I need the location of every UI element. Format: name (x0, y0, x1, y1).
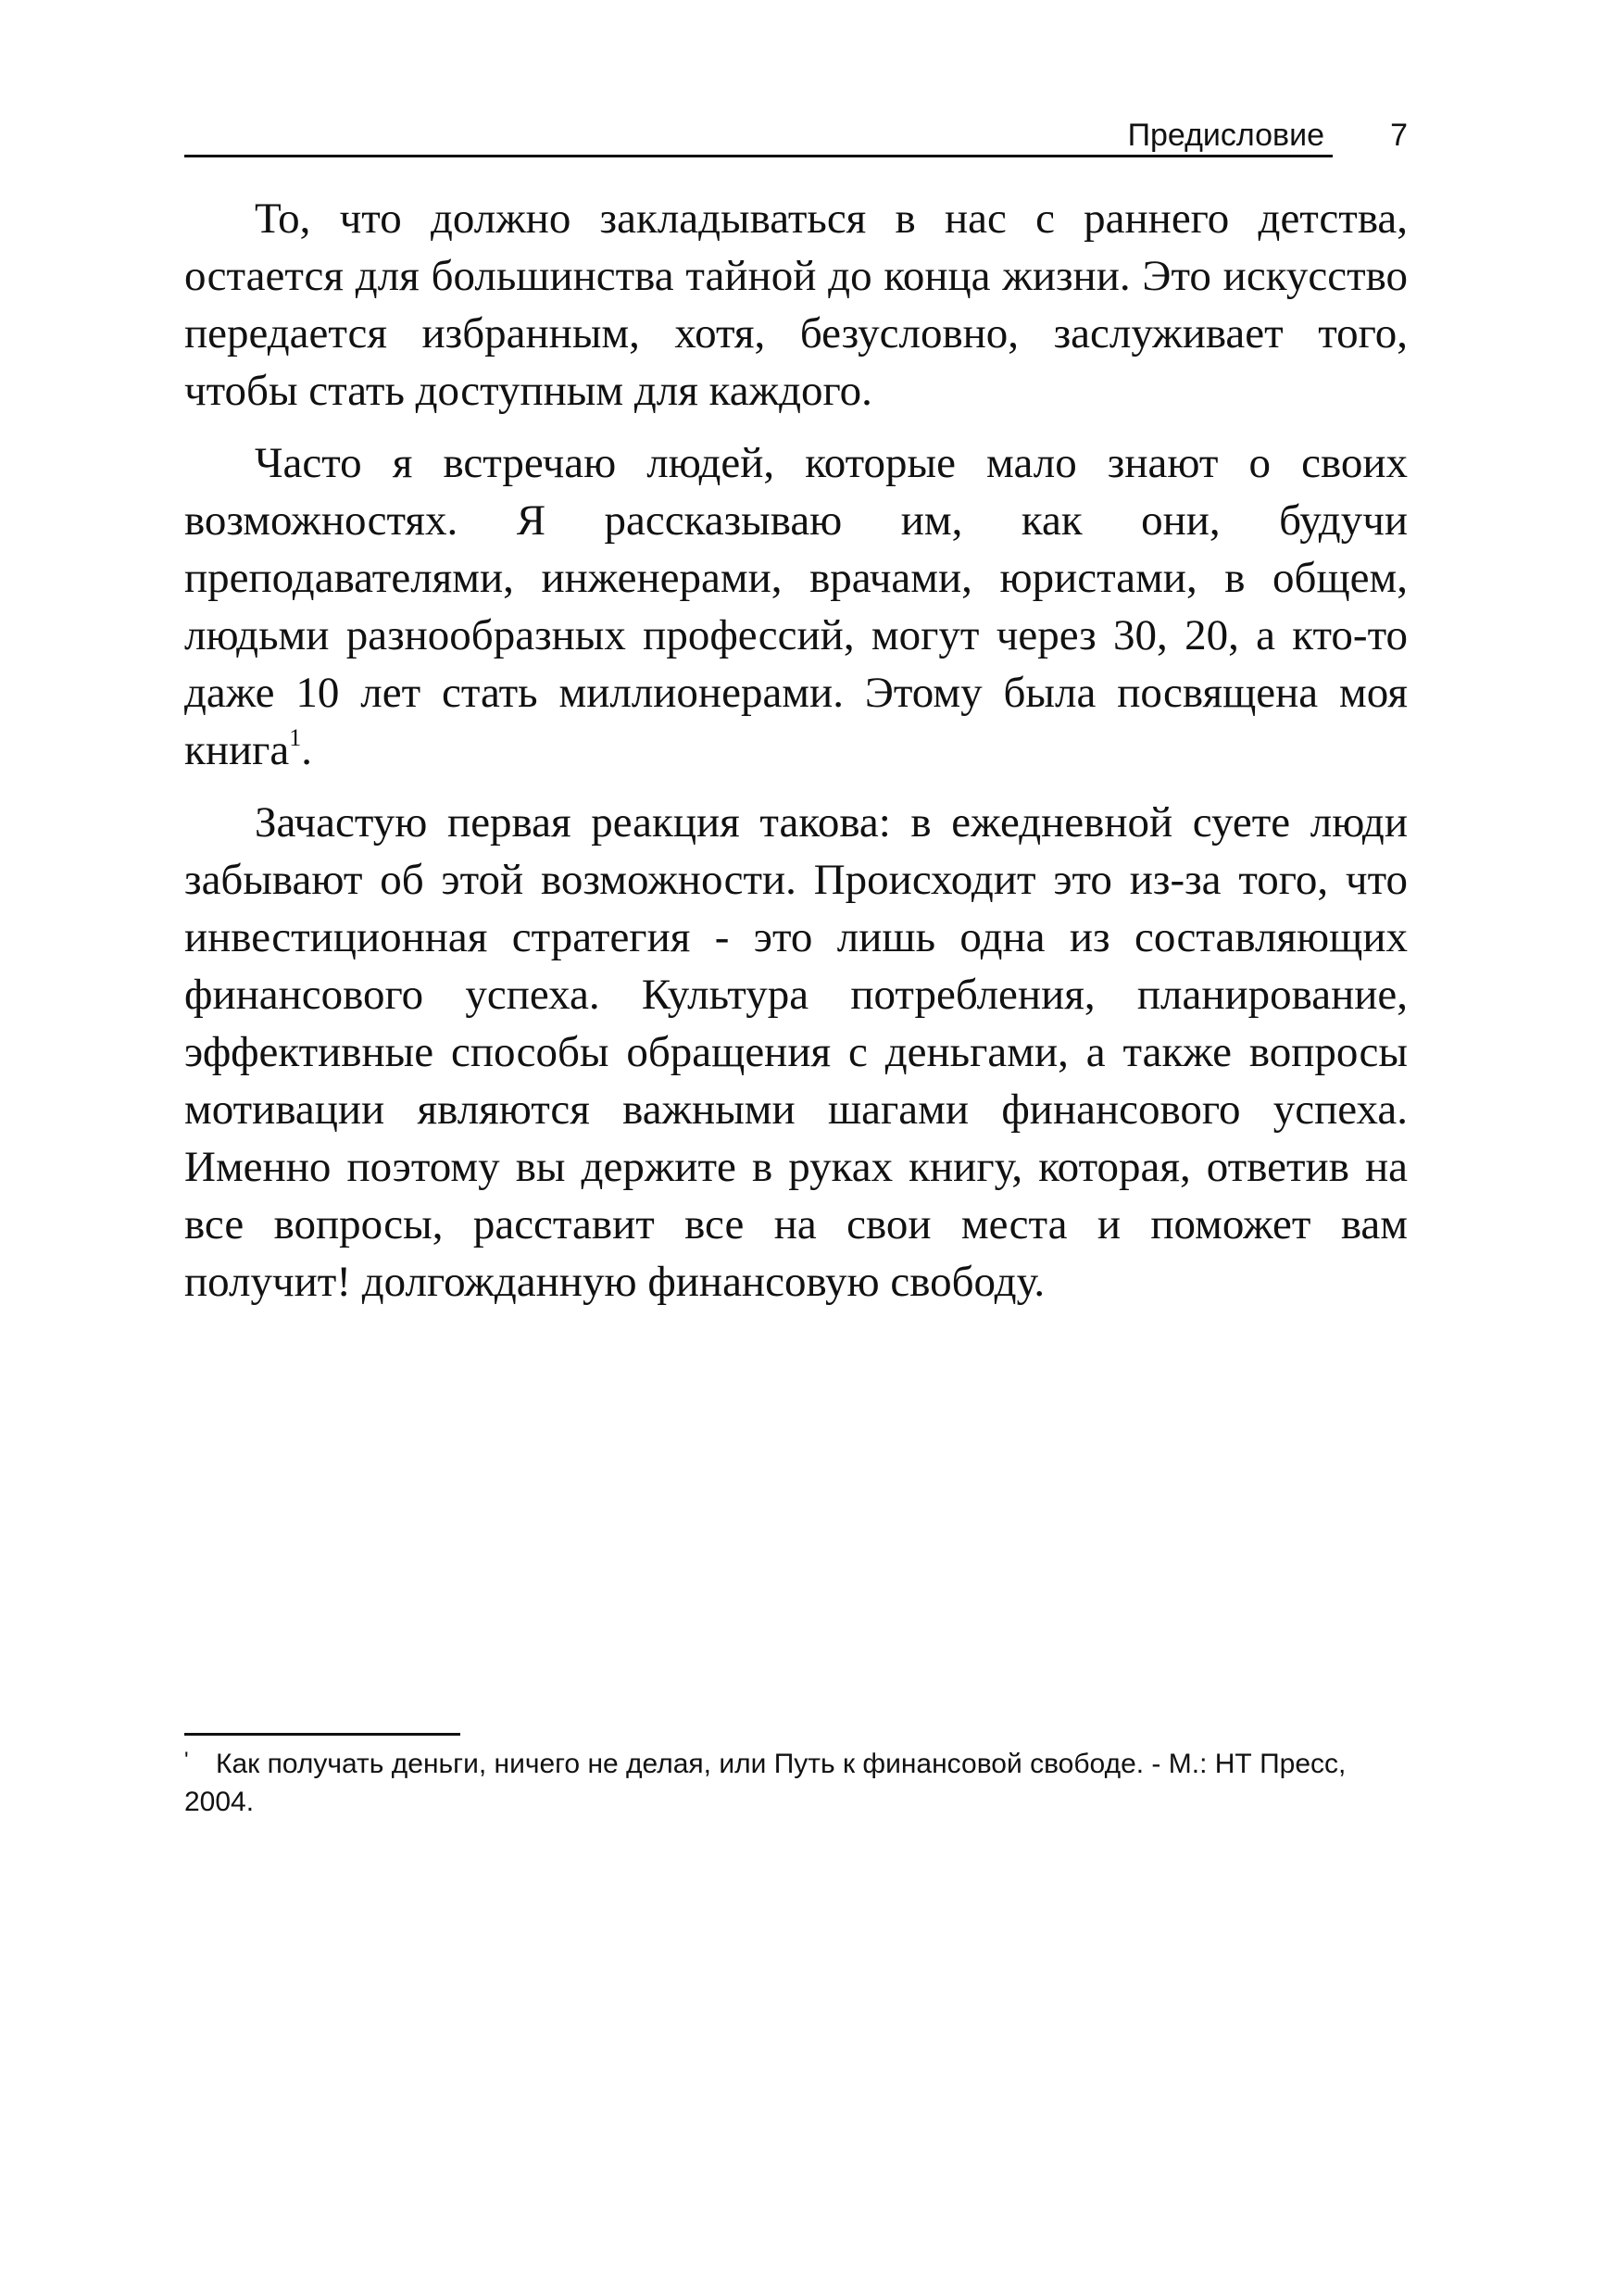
paragraph-1: То, что должно закладываться в нас с раннего детства, остается для большинства тайной до конца жизни. Это искусство передается избранным, хотя, безусловно, заслуживает того, чтобы стать доступным для каждого. (184, 194, 1408, 415)
header-rule (184, 155, 1333, 157)
footnote (184, 1741, 1408, 1821)
footnote-reference[interactable]: 1 (289, 724, 302, 751)
footnote-text: Как получать деньги, ничего не делая, или Путь к финансовой свободе. - М.: НТ Пресс, 2004. (184, 1749, 1347, 1817)
paragraph-3: Зачастую первая реакция такова: в ежедневной суете люди забывают об этой возможности. Происходит это из-за того, что инвестиционная стратегия - это лишь одна из составляющих финансового успеха. Культура потребления, планирование, эффективные способы обращения с деньгами, а также вопросы мотивации являются важными шагами финансового успеха. Именно поэтому вы держите в руках книгу, которая, ответив на все вопросы, расставит все на свои места и поможет вам получит! долгожданную финансовую свободу. (184, 798, 1408, 1306)
footnote-rule (184, 1733, 460, 1736)
footnote-mark: ' (184, 1748, 189, 1773)
body-text (184, 190, 1408, 1325)
paragraph-2-text: Часто я встречаю людей, которые мало знают о своих возможностях. Я рассказываю им, как они, будучи преподавателями, инженерами, врачами, юристами, в общем, людьми разнообразных профессий, могут через 30, 20, а кто-то даже 10 лет стать миллионерами. Этому была посвящена моя книга (184, 439, 1408, 774)
page-number: 7 (1390, 118, 1408, 153)
section-title: Предисловие (1127, 118, 1324, 153)
running-header (184, 113, 1408, 159)
paragraph-2 (184, 434, 1408, 779)
paragraph-2-end: . (301, 726, 313, 774)
